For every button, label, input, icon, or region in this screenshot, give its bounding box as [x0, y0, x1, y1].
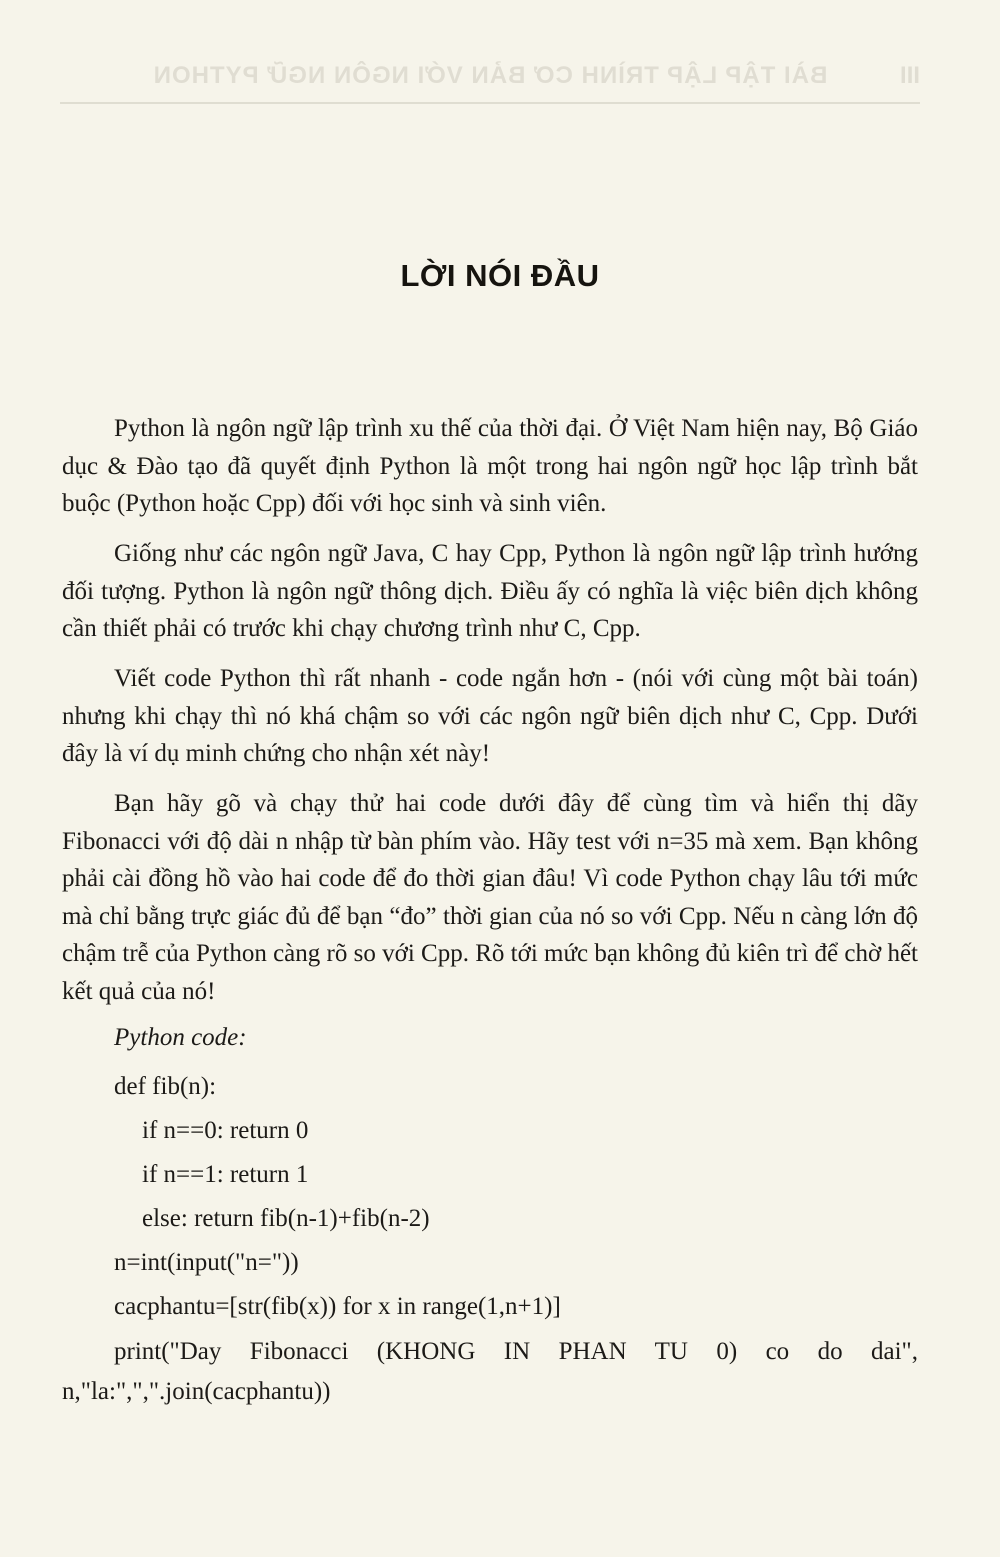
running-header-title: BÀI TẬP LẬP TRÌNH CƠ BẢN VỚI NGÔN NGỮ PYTHON — [152, 62, 828, 89]
paragraph-2: Giống như các ngôn ngữ Java, C hay Cpp, Python là ngôn ngữ lập trình hướng đối tượng. Python là ngôn ngữ thông dịch. Điều ấy có nghĩa là việc biên dịch không cần thiết phải có trước khi chạy chương trình như C, Cpp. — [62, 540, 918, 642]
code-label: Python code: — [114, 1024, 247, 1051]
running-header-bleedthrough — [60, 62, 920, 104]
paragraph-1: Python là ngôn ngữ lập trình xu thế của thời đại. Ở Việt Nam hiện nay, Bộ Giáo dục & Đào tạo đã quyết định Python là một trong hai ngôn ngữ học lập trình bắt buộc (Python hoặc Cpp) đối với học sinh và sinh viên. — [62, 415, 918, 517]
code-line: def fib(n): — [114, 1073, 217, 1100]
code-print-statement: print("Day Fibonacci (KHONG IN PHAN TU 0) co do dai", n,"la:",",".join(cacphantu)) — [62, 1338, 918, 1405]
page-title: LỜI NÓI ĐẦU — [400, 258, 600, 293]
code-line: cacphantu=[str(fib(x)) for x in range(1,n+1)] — [114, 1293, 561, 1320]
code-line: else: return fib(n-1)+fib(n-2) — [142, 1205, 430, 1232]
running-header-page-number: III — [899, 62, 920, 89]
code-line: n=int(input("n=")) — [114, 1249, 299, 1276]
code-line: if n==0: return 0 — [142, 1117, 309, 1144]
paragraph-3: Viết code Python thì rất nhanh - code ngắn hơn - (nói với cùng một bài toán) nhưng khi chạy thì nó khá chậm so với các ngôn ngữ biên dịch như C, Cpp. Dưới đây là ví dụ minh chứng cho nhận xét này! — [62, 665, 918, 767]
paragraph-4: Bạn hãy gõ và chạy thử hai code dưới đây để cùng tìm và hiển thị dãy Fibonacci với độ dài n nhập từ bàn phím vào. Hãy test với n=35 mà xem. Bạn không phải cài đồng hồ vào hai code để đo thời gian đâu! Vì code Python chạy lâu tới mức mà chỉ bằng trực giác đủ để bạn “đo” thời gian của nó so với Cpp. Nếu n càng lớn độ chậm trễ của Python càng rõ so với Cpp. Rõ tới mức bạn không đủ kiên trì để chờ hết kết quả của nó! — [62, 790, 918, 1005]
code-line: if n==1: return 1 — [142, 1161, 309, 1188]
